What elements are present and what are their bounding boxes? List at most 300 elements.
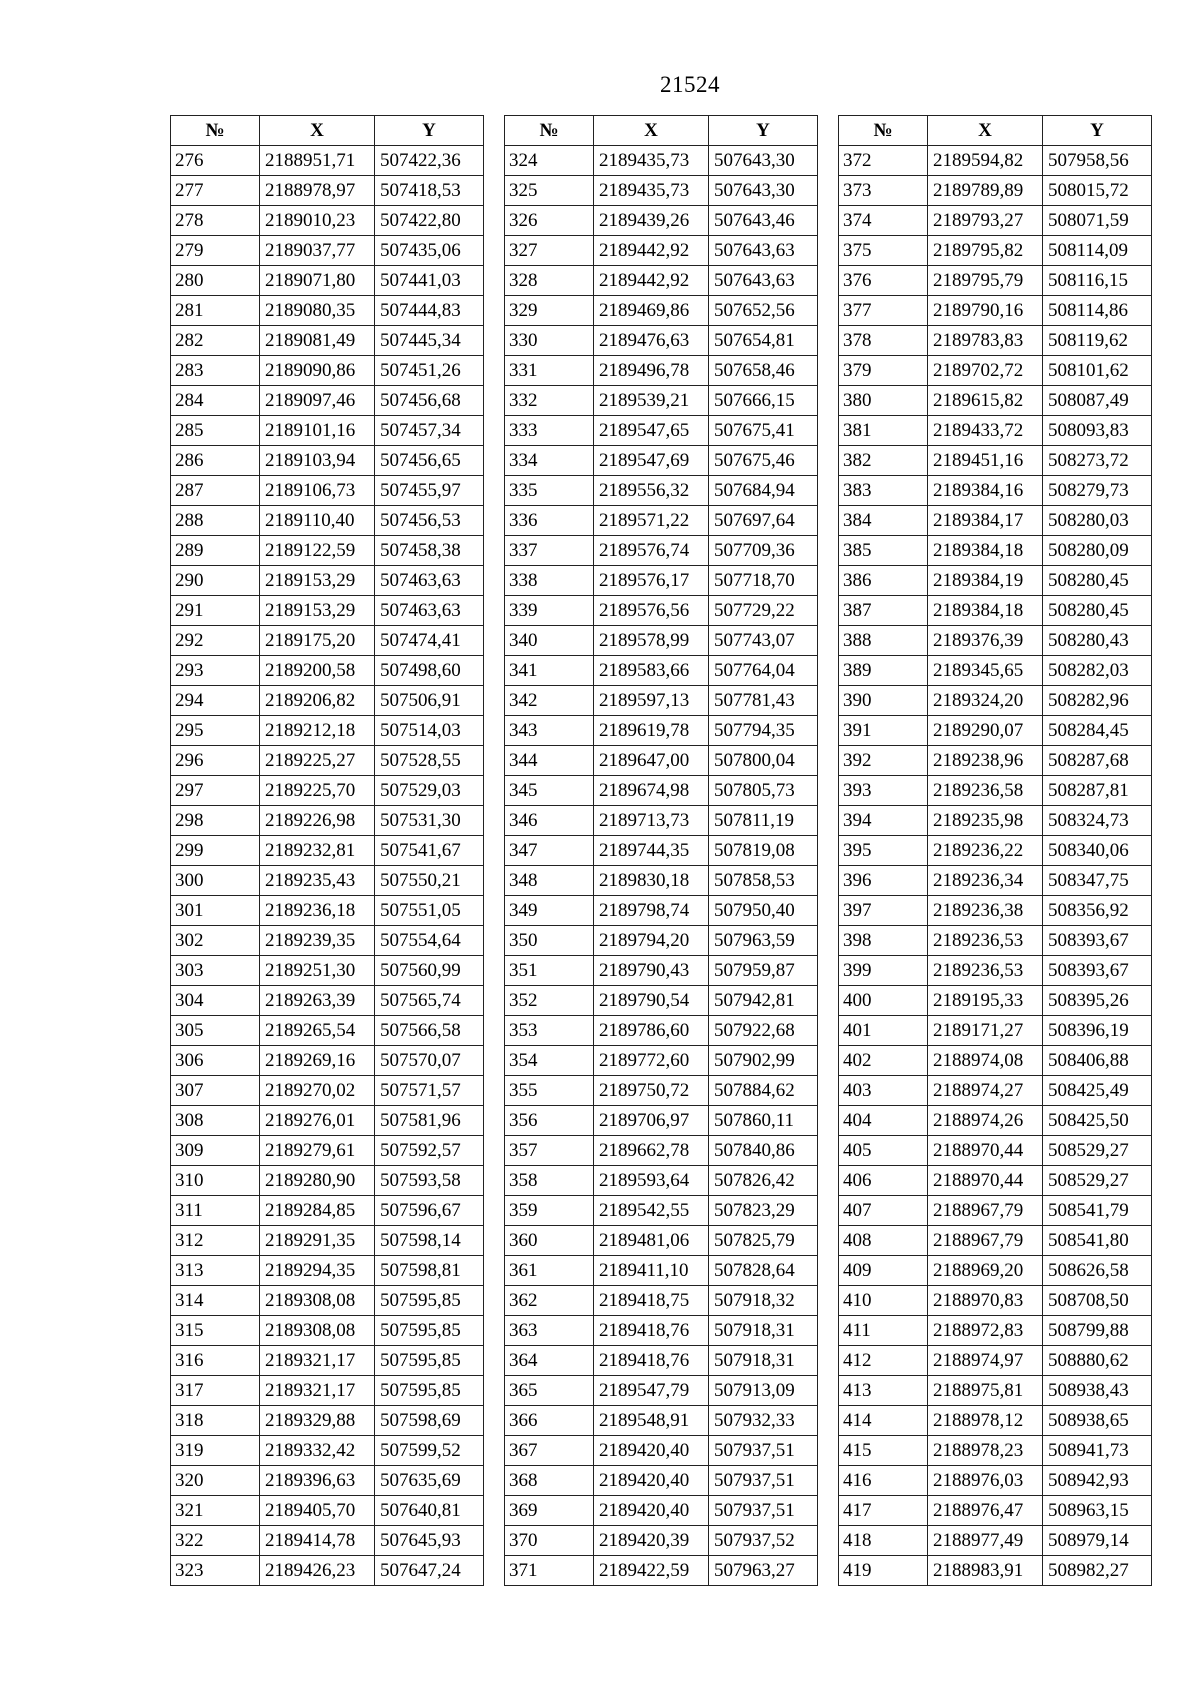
x-coordinate-cell: 2189232,81 [260, 836, 375, 866]
y-coordinate-cell: 507463,63 [375, 566, 484, 596]
table-row [171, 536, 484, 566]
table-row [839, 776, 1152, 806]
point-number-cell: 397 [839, 896, 928, 926]
x-coordinate-cell: 2188970,83 [928, 1286, 1043, 1316]
x-coordinate-cell: 2189789,89 [928, 176, 1043, 206]
y-coordinate-cell: 507950,40 [709, 896, 818, 926]
point-number-cell: 412 [839, 1346, 928, 1376]
header-y: Y [375, 116, 484, 146]
x-coordinate-cell: 2189576,17 [594, 566, 709, 596]
table-row [839, 386, 1152, 416]
x-coordinate-cell: 2189414,78 [260, 1526, 375, 1556]
y-coordinate-cell: 507456,53 [375, 506, 484, 536]
table-row [505, 806, 818, 836]
point-number-cell: 336 [505, 506, 594, 536]
page-number: 21524 [660, 72, 720, 97]
table-row [505, 836, 818, 866]
point-number-cell: 360 [505, 1226, 594, 1256]
table-row [505, 1496, 818, 1526]
x-coordinate-cell: 2188975,81 [928, 1376, 1043, 1406]
y-coordinate-cell: 507645,93 [375, 1526, 484, 1556]
table-row [171, 236, 484, 266]
point-number-cell: 366 [505, 1406, 594, 1436]
table-row [839, 1016, 1152, 1046]
table-row [505, 1016, 818, 1046]
point-number-cell: 306 [171, 1046, 260, 1076]
x-coordinate-cell: 2189384,18 [928, 596, 1043, 626]
x-coordinate-cell: 2189010,23 [260, 206, 375, 236]
table-row [839, 626, 1152, 656]
y-coordinate-cell: 507581,96 [375, 1106, 484, 1136]
y-coordinate-cell: 507441,03 [375, 266, 484, 296]
point-number-cell: 407 [839, 1196, 928, 1226]
x-coordinate-cell: 2189263,39 [260, 986, 375, 1016]
y-coordinate-cell: 507794,35 [709, 716, 818, 746]
header-x: X [594, 116, 709, 146]
point-number-cell: 381 [839, 416, 928, 446]
table-row [505, 1526, 818, 1556]
table-row [171, 626, 484, 656]
y-coordinate-cell: 507595,85 [375, 1286, 484, 1316]
y-coordinate-cell: 507918,31 [709, 1346, 818, 1376]
table-row [171, 1436, 484, 1466]
table-row [171, 1256, 484, 1286]
point-number-cell: 330 [505, 326, 594, 356]
header-number: № [171, 116, 260, 146]
table-row [839, 446, 1152, 476]
y-coordinate-cell: 508979,14 [1043, 1526, 1152, 1556]
y-coordinate-cell: 507422,36 [375, 146, 484, 176]
point-number-cell: 405 [839, 1136, 928, 1166]
x-coordinate-cell: 2189103,94 [260, 446, 375, 476]
x-coordinate-cell: 2189037,77 [260, 236, 375, 266]
point-number-cell: 285 [171, 416, 260, 446]
y-coordinate-cell: 507840,86 [709, 1136, 818, 1166]
x-coordinate-cell: 2188978,97 [260, 176, 375, 206]
table-row [505, 1256, 818, 1286]
point-number-cell: 291 [171, 596, 260, 626]
table-row [505, 866, 818, 896]
point-number-cell: 287 [171, 476, 260, 506]
table-row [839, 716, 1152, 746]
x-coordinate-cell: 2189830,18 [594, 866, 709, 896]
header-x: X [928, 116, 1043, 146]
table-row [505, 1406, 818, 1436]
y-coordinate-cell: 508015,72 [1043, 176, 1152, 206]
point-number-cell: 368 [505, 1466, 594, 1496]
point-number-cell: 340 [505, 626, 594, 656]
table-row [505, 356, 818, 386]
x-coordinate-cell: 2189081,49 [260, 326, 375, 356]
point-number-cell: 361 [505, 1256, 594, 1286]
point-number-cell: 357 [505, 1136, 594, 1166]
point-number-cell: 395 [839, 836, 928, 866]
y-coordinate-cell: 508942,93 [1043, 1466, 1152, 1496]
point-number-cell: 403 [839, 1076, 928, 1106]
point-number-cell: 289 [171, 536, 260, 566]
x-coordinate-cell: 2189236,18 [260, 896, 375, 926]
table-row [839, 596, 1152, 626]
y-coordinate-cell: 507697,64 [709, 506, 818, 536]
point-number-cell: 387 [839, 596, 928, 626]
y-coordinate-cell: 508284,45 [1043, 716, 1152, 746]
table-row [171, 266, 484, 296]
y-coordinate-cell: 508982,27 [1043, 1556, 1152, 1586]
y-coordinate-cell: 507932,33 [709, 1406, 818, 1436]
y-coordinate-cell: 507675,41 [709, 416, 818, 446]
table-row [839, 1466, 1152, 1496]
point-number-cell: 317 [171, 1376, 260, 1406]
table-row [171, 476, 484, 506]
table-row [171, 746, 484, 776]
y-coordinate-cell: 508880,62 [1043, 1346, 1152, 1376]
x-coordinate-cell: 2189547,65 [594, 416, 709, 446]
y-coordinate-cell: 508101,62 [1043, 356, 1152, 386]
y-coordinate-cell: 508340,06 [1043, 836, 1152, 866]
table-row [839, 656, 1152, 686]
x-coordinate-cell: 2188951,71 [260, 146, 375, 176]
point-number-cell: 325 [505, 176, 594, 206]
x-coordinate-cell: 2189236,22 [928, 836, 1043, 866]
y-coordinate-cell: 507635,69 [375, 1466, 484, 1496]
x-coordinate-cell: 2189674,98 [594, 776, 709, 806]
point-number-cell: 343 [505, 716, 594, 746]
table-row [505, 986, 818, 1016]
y-coordinate-cell: 507858,53 [709, 866, 818, 896]
point-number-cell: 353 [505, 1016, 594, 1046]
table-row [505, 206, 818, 236]
table-row [171, 1496, 484, 1526]
y-coordinate-cell: 507456,68 [375, 386, 484, 416]
y-coordinate-cell: 507444,83 [375, 296, 484, 326]
table-row [839, 356, 1152, 386]
table-row [171, 176, 484, 206]
x-coordinate-cell: 2189276,01 [260, 1106, 375, 1136]
x-coordinate-cell: 2188974,08 [928, 1046, 1043, 1076]
y-coordinate-cell: 508116,15 [1043, 266, 1152, 296]
y-coordinate-cell: 508280,03 [1043, 506, 1152, 536]
y-coordinate-cell: 508280,09 [1043, 536, 1152, 566]
point-number-cell: 345 [505, 776, 594, 806]
y-coordinate-cell: 507550,21 [375, 866, 484, 896]
header-number: № [505, 116, 594, 146]
x-coordinate-cell: 2189615,82 [928, 386, 1043, 416]
point-number-cell: 294 [171, 686, 260, 716]
y-coordinate-cell: 507643,46 [709, 206, 818, 236]
point-number-cell: 392 [839, 746, 928, 776]
point-number-cell: 374 [839, 206, 928, 236]
y-coordinate-cell: 508280,45 [1043, 566, 1152, 596]
point-number-cell: 307 [171, 1076, 260, 1106]
x-coordinate-cell: 2189290,07 [928, 716, 1043, 746]
point-number-cell: 363 [505, 1316, 594, 1346]
y-coordinate-cell: 507764,04 [709, 656, 818, 686]
point-number-cell: 281 [171, 296, 260, 326]
table-row [839, 1556, 1152, 1586]
y-coordinate-cell: 508287,68 [1043, 746, 1152, 776]
x-coordinate-cell: 2189236,38 [928, 896, 1043, 926]
point-number-cell: 338 [505, 566, 594, 596]
y-coordinate-cell: 507514,03 [375, 716, 484, 746]
y-coordinate-cell: 507937,51 [709, 1436, 818, 1466]
table-row [839, 896, 1152, 926]
table-row [839, 416, 1152, 446]
table-row [171, 1286, 484, 1316]
table-row [505, 506, 818, 536]
table-row [839, 1526, 1152, 1556]
table-row [839, 176, 1152, 206]
table-row [839, 1106, 1152, 1136]
point-number-cell: 316 [171, 1346, 260, 1376]
table-row [505, 1286, 818, 1316]
x-coordinate-cell: 2189442,92 [594, 266, 709, 296]
point-number-cell: 324 [505, 146, 594, 176]
point-number-cell: 365 [505, 1376, 594, 1406]
table-row [839, 1076, 1152, 1106]
y-coordinate-cell: 508356,92 [1043, 896, 1152, 926]
point-number-cell: 349 [505, 896, 594, 926]
y-coordinate-cell: 507828,64 [709, 1256, 818, 1286]
x-coordinate-cell: 2189265,54 [260, 1016, 375, 1046]
table-row [171, 1376, 484, 1406]
y-coordinate-cell: 508396,19 [1043, 1016, 1152, 1046]
table-row [171, 446, 484, 476]
x-coordinate-cell: 2189329,88 [260, 1406, 375, 1436]
y-coordinate-cell: 507640,81 [375, 1496, 484, 1526]
point-number-cell: 371 [505, 1556, 594, 1586]
point-number-cell: 323 [171, 1556, 260, 1586]
x-coordinate-cell: 2189279,61 [260, 1136, 375, 1166]
point-number-cell: 358 [505, 1166, 594, 1196]
table-row [505, 446, 818, 476]
x-coordinate-cell: 2189702,72 [928, 356, 1043, 386]
point-number-cell: 373 [839, 176, 928, 206]
x-coordinate-cell: 2189396,63 [260, 1466, 375, 1496]
table-row [505, 386, 818, 416]
x-coordinate-cell: 2189345,65 [928, 656, 1043, 686]
header-number: № [839, 116, 928, 146]
x-coordinate-cell: 2188976,03 [928, 1466, 1043, 1496]
point-number-cell: 370 [505, 1526, 594, 1556]
table-row [839, 866, 1152, 896]
x-coordinate-cell: 2188983,91 [928, 1556, 1043, 1586]
point-number-cell: 334 [505, 446, 594, 476]
x-coordinate-cell: 2189547,79 [594, 1376, 709, 1406]
y-coordinate-cell: 507435,06 [375, 236, 484, 266]
x-coordinate-cell: 2189236,53 [928, 956, 1043, 986]
table-row [839, 1136, 1152, 1166]
y-coordinate-cell: 507506,91 [375, 686, 484, 716]
y-coordinate-cell: 507643,63 [709, 236, 818, 266]
table-row [171, 206, 484, 236]
table-row [171, 1136, 484, 1166]
y-coordinate-cell: 507498,60 [375, 656, 484, 686]
point-number-cell: 410 [839, 1286, 928, 1316]
x-coordinate-cell: 2189200,58 [260, 656, 375, 686]
x-coordinate-cell: 2189420,40 [594, 1436, 709, 1466]
point-number-cell: 301 [171, 896, 260, 926]
table-row [839, 1316, 1152, 1346]
point-number-cell: 364 [505, 1346, 594, 1376]
point-number-cell: 346 [505, 806, 594, 836]
point-number-cell: 352 [505, 986, 594, 1016]
point-number-cell: 283 [171, 356, 260, 386]
x-coordinate-cell: 2189426,23 [260, 1556, 375, 1586]
y-coordinate-cell: 507531,30 [375, 806, 484, 836]
table-row [839, 746, 1152, 776]
table-row [839, 1286, 1152, 1316]
table-row [505, 956, 818, 986]
y-coordinate-cell: 508114,86 [1043, 296, 1152, 326]
point-number-cell: 411 [839, 1316, 928, 1346]
x-coordinate-cell: 2189418,76 [594, 1346, 709, 1376]
point-number-cell: 337 [505, 536, 594, 566]
y-coordinate-cell: 508324,73 [1043, 806, 1152, 836]
table-row [839, 326, 1152, 356]
y-coordinate-cell: 508529,27 [1043, 1166, 1152, 1196]
point-number-cell: 284 [171, 386, 260, 416]
x-coordinate-cell: 2189442,92 [594, 236, 709, 266]
y-coordinate-cell: 508541,80 [1043, 1226, 1152, 1256]
table-row [505, 896, 818, 926]
table-row [505, 1046, 818, 1076]
table-row [505, 626, 818, 656]
y-coordinate-cell: 507598,81 [375, 1256, 484, 1286]
y-coordinate-cell: 507541,67 [375, 836, 484, 866]
y-coordinate-cell: 507823,29 [709, 1196, 818, 1226]
table-row [505, 176, 818, 206]
table-row [839, 1346, 1152, 1376]
x-coordinate-cell: 2189195,33 [928, 986, 1043, 1016]
x-coordinate-cell: 2189647,00 [594, 746, 709, 776]
point-number-cell: 315 [171, 1316, 260, 1346]
point-number-cell: 406 [839, 1166, 928, 1196]
table-row [839, 926, 1152, 956]
y-coordinate-cell: 508287,81 [1043, 776, 1152, 806]
y-coordinate-cell: 507913,09 [709, 1376, 818, 1406]
point-number-cell: 296 [171, 746, 260, 776]
y-coordinate-cell: 507599,52 [375, 1436, 484, 1466]
x-coordinate-cell: 2189476,63 [594, 326, 709, 356]
y-coordinate-cell: 507474,41 [375, 626, 484, 656]
point-number-cell: 347 [505, 836, 594, 866]
x-coordinate-cell: 2189236,58 [928, 776, 1043, 806]
y-coordinate-cell: 507826,42 [709, 1166, 818, 1196]
x-coordinate-cell: 2189122,59 [260, 536, 375, 566]
point-number-cell: 390 [839, 686, 928, 716]
table-row [839, 536, 1152, 566]
table-row [171, 716, 484, 746]
x-coordinate-cell: 2189547,69 [594, 446, 709, 476]
point-number-cell: 277 [171, 176, 260, 206]
point-number-cell: 398 [839, 926, 928, 956]
table-row [171, 1226, 484, 1256]
y-coordinate-cell: 507565,74 [375, 986, 484, 1016]
x-coordinate-cell: 2189376,39 [928, 626, 1043, 656]
point-number-cell: 339 [505, 596, 594, 626]
x-coordinate-cell: 2189384,17 [928, 506, 1043, 536]
y-coordinate-cell: 508347,75 [1043, 866, 1152, 896]
table-row [505, 776, 818, 806]
x-coordinate-cell: 2189418,76 [594, 1316, 709, 1346]
x-coordinate-cell: 2189212,18 [260, 716, 375, 746]
point-number-cell: 377 [839, 296, 928, 326]
x-coordinate-cell: 2189790,43 [594, 956, 709, 986]
coordinate-table-1 [170, 115, 484, 1586]
x-coordinate-cell: 2189772,60 [594, 1046, 709, 1076]
table-row [171, 1466, 484, 1496]
point-number-cell: 290 [171, 566, 260, 596]
y-coordinate-cell: 508280,45 [1043, 596, 1152, 626]
y-coordinate-cell: 507422,80 [375, 206, 484, 236]
point-number-cell: 375 [839, 236, 928, 266]
table-row [505, 536, 818, 566]
point-number-cell: 408 [839, 1226, 928, 1256]
x-coordinate-cell: 2189713,73 [594, 806, 709, 836]
y-coordinate-cell: 507963,59 [709, 926, 818, 956]
point-number-cell: 378 [839, 326, 928, 356]
point-number-cell: 400 [839, 986, 928, 1016]
table-row [839, 836, 1152, 866]
point-number-cell: 419 [839, 1556, 928, 1586]
table-row [171, 956, 484, 986]
y-coordinate-cell: 507598,14 [375, 1226, 484, 1256]
x-coordinate-cell: 2188967,79 [928, 1226, 1043, 1256]
x-coordinate-cell: 2189175,20 [260, 626, 375, 656]
point-number-cell: 300 [171, 866, 260, 896]
y-coordinate-cell: 507643,63 [709, 266, 818, 296]
table-row [171, 776, 484, 806]
y-coordinate-cell: 507596,67 [375, 1196, 484, 1226]
x-coordinate-cell: 2189420,40 [594, 1496, 709, 1526]
header-x: X [260, 116, 375, 146]
y-coordinate-cell: 507884,62 [709, 1076, 818, 1106]
x-coordinate-cell: 2189794,20 [594, 926, 709, 956]
x-coordinate-cell: 2189790,16 [928, 296, 1043, 326]
point-number-cell: 299 [171, 836, 260, 866]
x-coordinate-cell: 2189097,46 [260, 386, 375, 416]
x-coordinate-cell: 2189308,08 [260, 1316, 375, 1346]
y-coordinate-cell: 508393,67 [1043, 926, 1152, 956]
point-number-cell: 402 [839, 1046, 928, 1076]
x-coordinate-cell: 2189090,86 [260, 356, 375, 386]
table-row [505, 566, 818, 596]
y-coordinate-cell: 508087,49 [1043, 386, 1152, 416]
point-number-cell: 295 [171, 716, 260, 746]
point-number-cell: 302 [171, 926, 260, 956]
table-row [171, 356, 484, 386]
table-header-row [505, 116, 818, 146]
table-row [839, 1226, 1152, 1256]
table-row [839, 686, 1152, 716]
x-coordinate-cell: 2188976,47 [928, 1496, 1043, 1526]
point-number-cell: 318 [171, 1406, 260, 1436]
y-coordinate-cell: 507666,15 [709, 386, 818, 416]
point-number-cell: 333 [505, 416, 594, 446]
x-coordinate-cell: 2189239,35 [260, 926, 375, 956]
y-coordinate-cell: 507566,58 [375, 1016, 484, 1046]
x-coordinate-cell: 2189291,35 [260, 1226, 375, 1256]
table-row [839, 806, 1152, 836]
point-number-cell: 386 [839, 566, 928, 596]
table-row [839, 986, 1152, 1016]
table-row [171, 1046, 484, 1076]
x-coordinate-cell: 2189280,90 [260, 1166, 375, 1196]
point-number-cell: 278 [171, 206, 260, 236]
point-number-cell: 319 [171, 1436, 260, 1466]
point-number-cell: 359 [505, 1196, 594, 1226]
y-coordinate-cell: 507937,51 [709, 1496, 818, 1526]
